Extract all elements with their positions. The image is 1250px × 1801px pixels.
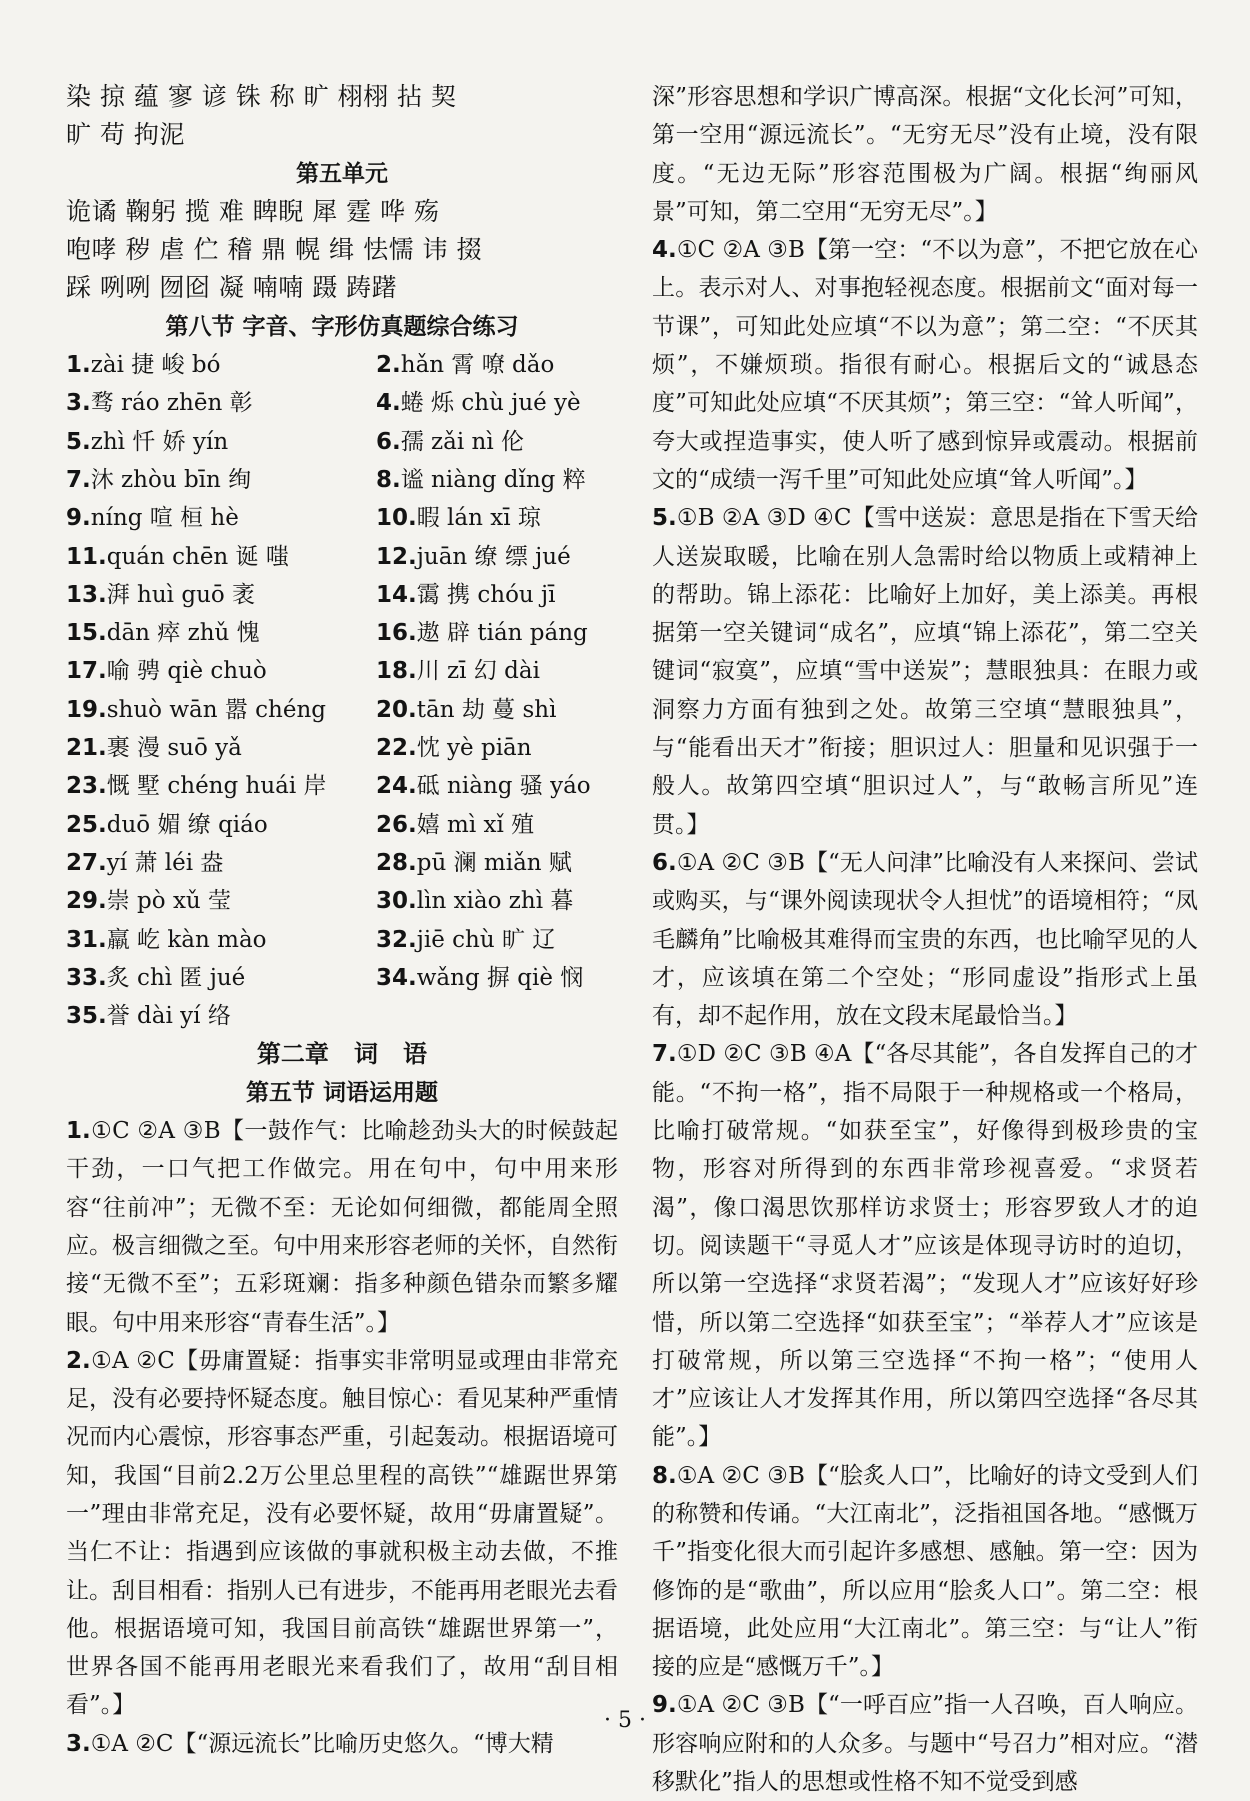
- answer-number: 8.: [652, 1462, 677, 1489]
- item-text: wǎng 摒 qiè 悯: [416, 964, 584, 991]
- answer-paragraph: [652, 1035, 1198, 1456]
- item-text: 嬉 mì xǐ 殖: [416, 811, 535, 838]
- item-text: níng 喧 桓 hè: [90, 505, 239, 532]
- pinyin-answer-item: [66, 882, 376, 920]
- pinyin-answer-item: [66, 346, 376, 384]
- answer-number: 7.: [652, 1041, 677, 1068]
- item-number: 19.: [66, 696, 107, 723]
- item-number: 24.: [376, 773, 417, 800]
- answer-text: ①A ②C ③B【“脍炙人口”，比喻好的诗文受到人们的称赞和传诵。“大江南北”，泛指祖国各地。“感慨万千”指变化很大而引起许多感想、感触。第一空：因为修饰的是“歌曲”，所以应用“脍炙人口”。第二空：根据语境，此处应用“大江南北”。第三空：与“让人”衔接的应是“感慨万千”。】: [652, 1462, 1198, 1681]
- item-number: 21.: [66, 735, 107, 762]
- item-number: 29.: [66, 888, 107, 915]
- item-text: dān 瘁 zhǔ 愧: [106, 620, 260, 647]
- item-text: duō 媚 缭 qiáo: [106, 811, 268, 838]
- item-text: 砥 niàng 骚 yáo: [416, 773, 591, 800]
- left-column: [66, 78, 618, 1763]
- item-number: 14.: [376, 581, 417, 608]
- answer-number: 1.: [66, 1118, 91, 1145]
- item-text: quán chēn 诞 嗤: [106, 543, 289, 570]
- item-number: 28.: [376, 849, 417, 876]
- answer-paragraph: [652, 844, 1198, 1035]
- item-number: 10.: [376, 505, 417, 532]
- item-number: 23.: [66, 773, 107, 800]
- item-text: 慨 墅 chéng huái 岸: [106, 773, 327, 800]
- answer-number: 2.: [66, 1347, 91, 1374]
- unit-heading: 第五单元: [296, 160, 388, 187]
- answer-paragraph: [66, 1342, 618, 1725]
- item-text: 沐 zhòu bīn 绚: [90, 466, 252, 493]
- pinyin-answer-item: [66, 844, 376, 882]
- item-number: 9.: [66, 505, 91, 532]
- pinyin-answer-item: [66, 806, 376, 844]
- answer-text: ①D ②C ③B ④A【“各尽其能”，各自发挥自己的才能。“不拘一格”，指不局限于一种规格或一个格局，比喻打破常规。“如获至宝”，好像得到极珍贵的宝物，形容对所得到的东西非常珍视喜爱。“求贤若渴”，像口渴思饮那样访求贤士；形容罗致人才的迫切。阅读题干“寻觅人才”应该是体现寻访时的迫切，所以第一空选择“求贤若渴”；“发现人才”应该好好珍惜，所以第二空选择“如获至宝”；“举荐人才”应该是打破常规，所以第三空选择“不拘一格”；“使用人才”应该让人才发挥其作用，所以第四空选择“各尽其能”。】: [652, 1041, 1198, 1451]
- item-number: 27.: [66, 849, 107, 876]
- pinyin-answer-item: [66, 461, 376, 499]
- item-number: 3.: [66, 390, 91, 417]
- item-number: 17.: [66, 658, 107, 685]
- pinyin-answer-item: [66, 959, 376, 997]
- item-text: 忱 yè piān: [416, 735, 532, 762]
- answer-number: 3.: [66, 1730, 91, 1757]
- item-text: 誉 dài yí 络: [106, 1003, 231, 1030]
- item-text: 孺 zǎi nì 伦: [400, 428, 525, 455]
- answer-number: 9.: [652, 1692, 677, 1719]
- item-text: 湃 huì guō 袤: [106, 581, 256, 608]
- chapter-heading: 第二章 词 语: [256, 1040, 428, 1069]
- answer-paragraph: [652, 1686, 1198, 1801]
- pinyin-answer-item: [376, 384, 618, 422]
- pinyin-answer-item: [66, 997, 376, 1035]
- item-text: 遨 辟 tián páng: [416, 620, 588, 647]
- pinyin-answer-item: [66, 423, 376, 461]
- item-number: 25.: [66, 811, 107, 838]
- answer-text: ①C ②A ③B【第一空：“不以为意”，不把它放在心上。表示对人、对事抱轻视态度。根据前文“面对每一节课”，可知此处应填“不以为意”；第二空：“不厌其烦”，不嫌烦琐。指很有耐心。根据后文的“诚恳态度”可知此处应填“不厌其烦”；第三空：“耸人听闻”，夸大或捏造事实，使人听了感到惊异或震动。根据前文的“成绩一泻千里”可知此处应填“耸人听闻”。】: [652, 237, 1198, 493]
- pinyin-answer-item: [66, 767, 376, 805]
- item-number: 33.: [66, 964, 107, 991]
- answer-number: 5.: [652, 505, 677, 532]
- pinyin-answer-item: [376, 691, 618, 729]
- item-number: 18.: [376, 658, 417, 685]
- pinyin-answer-item: [376, 423, 618, 461]
- pinyin-answer-item: [66, 499, 376, 537]
- item-text: juān 缭 缥 jué: [416, 543, 571, 570]
- pinyin-answer-item: [376, 614, 618, 652]
- pinyin-answer-item: [376, 882, 618, 920]
- item-number: 16.: [376, 620, 417, 647]
- answer-paragraph: [652, 499, 1198, 844]
- item-number: 35.: [66, 1003, 107, 1030]
- item-text: 蜷 烁 chù jué yè: [400, 390, 581, 417]
- item-number: 5.: [66, 428, 91, 455]
- item-text: jiē chù 旷 辽: [416, 926, 556, 953]
- pinyin-answer-item: [376, 346, 618, 384]
- pinyin-answer-item: [66, 538, 376, 576]
- item-text: zài 捷 峻 bó: [90, 352, 221, 379]
- answer-text: ①B ②A ③D ④C【雪中送炭：意思是指在下雪天给人送炭取暖，比喻在别人急需时给以物质上或精神上的帮助。锦上添花：比喻好上加好，美上添美。再根据第一空关键词“成名”，应填“锦上添花”，第二空关键词“寂寞”，应填“雪中送炭”；慧眼独具：在眼力或洞察力方面有独到之处。故第三空填“慧眼独具”，与“能看出天才”衔接；胆识过人：胆量和见识强于一般人。故第四空填“胆识过人”，与“敢畅言所见”连贯。】: [652, 505, 1198, 838]
- page-number: · 5 ·: [604, 1708, 646, 1733]
- section-heading: 第八节 字音、字形仿真题综合练习: [165, 313, 519, 340]
- item-number: 15.: [66, 620, 107, 647]
- word-line: 咆哮 秽 虐 伫 稽 鼎 幌 缉 怯懦 讳 掇: [66, 235, 482, 265]
- pinyin-answer-item: [66, 729, 376, 767]
- answer-text: ①A ②C ③B【“一呼百应”指一人召唤，百人响应。形容响应附和的人众多。与题中“号召力”相对应。“潜移默化”指人的思想或性格不知不觉受到感: [652, 1692, 1198, 1796]
- item-number: 13.: [66, 581, 107, 608]
- item-text: hǎn 霄 嘹 dǎo: [400, 352, 555, 379]
- item-number: 34.: [376, 964, 417, 991]
- pinyin-answer-item: [376, 652, 618, 690]
- item-text: 暇 lán xī 琼: [416, 505, 541, 532]
- word-line: 染 掠 蕴 寥 谚 铢 称 旷 栩栩 拈 契: [66, 82, 457, 111]
- item-text: lìn xiào zhì 暮: [416, 888, 574, 915]
- item-text: 霭 携 chóu jī: [416, 581, 556, 608]
- item-number: 7.: [66, 466, 91, 493]
- item-number: 20.: [376, 696, 417, 723]
- item-number: 30.: [376, 888, 417, 915]
- pinyin-answer-grid: [66, 346, 618, 1035]
- pinyin-answer-item: [376, 499, 618, 537]
- answer-text: ①A ②C【“源远流长”比喻历史悠久。“博大精: [90, 1730, 554, 1757]
- word-line: 诡谲 鞠躬 揽 难 睥睨 犀 霆 哗 殇: [66, 196, 440, 226]
- item-number: 12.: [376, 543, 417, 570]
- pinyin-answer-item: [66, 691, 376, 729]
- word-line: 旷 苟 拘泥: [66, 120, 185, 150]
- pinyin-answer-item: [376, 806, 618, 844]
- item-text: shuò wān 嚣 chéng: [106, 696, 327, 723]
- item-number: 31.: [66, 926, 107, 953]
- answer-text: ①A ②C ③B【“无人问津”比喻没有人来探问、尝试或购买，与“课外阅读现状令人担忧”的语境相符；“凤毛麟角”比喻极其难得而宝贵的东西，也比喻罕见的人才，应该填在第二个空处；“形同虚设”指形式上虽有，却不起作用，放在文段末尾最恰当。】: [652, 849, 1198, 1030]
- item-text: 川 zī 幻 dài: [416, 658, 540, 685]
- pinyin-answer-item: [376, 461, 618, 499]
- section-heading: 第五节 词语运用题: [245, 1079, 438, 1106]
- answer-paragraph: [652, 1457, 1198, 1687]
- item-text: zhì 忏 娇 yín: [90, 428, 229, 455]
- item-number: 11.: [66, 543, 107, 570]
- pinyin-answer-item: [376, 576, 618, 614]
- answer-paragraph: [652, 78, 1198, 231]
- pinyin-answer-item: [376, 921, 618, 959]
- item-text: 羸 屹 kàn mào: [106, 926, 267, 953]
- pinyin-answer-item: [66, 384, 376, 422]
- pinyin-answer-item: [66, 576, 376, 614]
- item-number: 4.: [376, 390, 401, 417]
- item-number: 2.: [376, 352, 401, 379]
- item-text: pū 澜 miǎn 赋: [416, 849, 572, 876]
- item-text: 谧 niàng dǐng 粹: [400, 466, 586, 493]
- answer-number: 4.: [652, 237, 677, 264]
- word-line: 踩 咧咧 囫囵 凝 喃喃 蹑 踌躇: [66, 273, 398, 303]
- item-number: 6.: [376, 428, 401, 455]
- answer-text: 深”形容思想和学识广博高深。根据“文化长河”可知，第一空用“源远流长”。“无穷无尽”没有止境，没有限度。“无边无际”形容范围极为广阔。根据“绚丽风景”可知，第二空用“无穷无尽”。】: [652, 84, 1198, 225]
- item-number: 8.: [376, 466, 401, 493]
- item-text: 骛 ráo zhēn 彰: [90, 390, 253, 417]
- item-text: 喻 骋 qiè chuò: [106, 658, 267, 685]
- pinyin-answer-item: [376, 767, 618, 805]
- item-text: yí 萧 léi 盎: [106, 849, 224, 876]
- item-text: 崇 pò xǔ 莹: [106, 888, 232, 915]
- item-number: 26.: [376, 811, 417, 838]
- pinyin-answer-item: [66, 614, 376, 652]
- item-text: 裹 漫 suō yǎ: [106, 735, 242, 762]
- pinyin-answer-item: [66, 652, 376, 690]
- item-number: 22.: [376, 735, 417, 762]
- answer-text: ①A ②C【毋庸置疑：指事实非常明显或理由非常充足，没有必要持怀疑态度。触目惊心：看见某种严重情况而内心震惊，形容事态严重，引起轰动。根据语境可知，我国“目前2.2万公里总里程的高铁”“雄踞世界第一”理由非常充足，没有必要怀疑，故用“毋庸置疑”。当仁不让：指遇到应该做的事就积极主动去做，不推让。刮目相看：指别人已有进步，不能再用老眼光去看他。根据语境可知，我国目前高铁“雄踞世界第一”，世界各国不能再用老眼光来看我们了，故用“刮目相看”。】: [66, 1347, 618, 1719]
- item-number: 32.: [376, 926, 417, 953]
- item-number: 1.: [66, 352, 91, 379]
- right-column: [652, 78, 1198, 1801]
- answer-paragraph: [66, 1112, 618, 1342]
- pinyin-answer-item: [376, 729, 618, 767]
- pinyin-answer-item: [376, 844, 618, 882]
- answer-number: 6.: [652, 849, 677, 876]
- item-text: 炙 chì 匿 jué: [106, 964, 246, 991]
- pinyin-answer-item: [376, 959, 618, 997]
- pinyin-answer-item: [376, 538, 618, 576]
- item-text: tān 劫 蔓 shì: [416, 696, 557, 723]
- pinyin-answer-item: [66, 921, 376, 959]
- answer-paragraph: [652, 231, 1198, 499]
- answer-text: ①C ②A ③B【一鼓作气：比喻趁劲头大的时候鼓起干劲，一口气把工作做完。用在句中，句中用来形容“往前冲”；无微不至：无论如何细微，都能周全照应。极言细微之至。句中用来形容老师的关怀，自然衔接“无微不至”；五彩斑斓：指多种颜色错杂而繁多耀眼。句中用来形容“青春生活”。】: [66, 1118, 618, 1336]
